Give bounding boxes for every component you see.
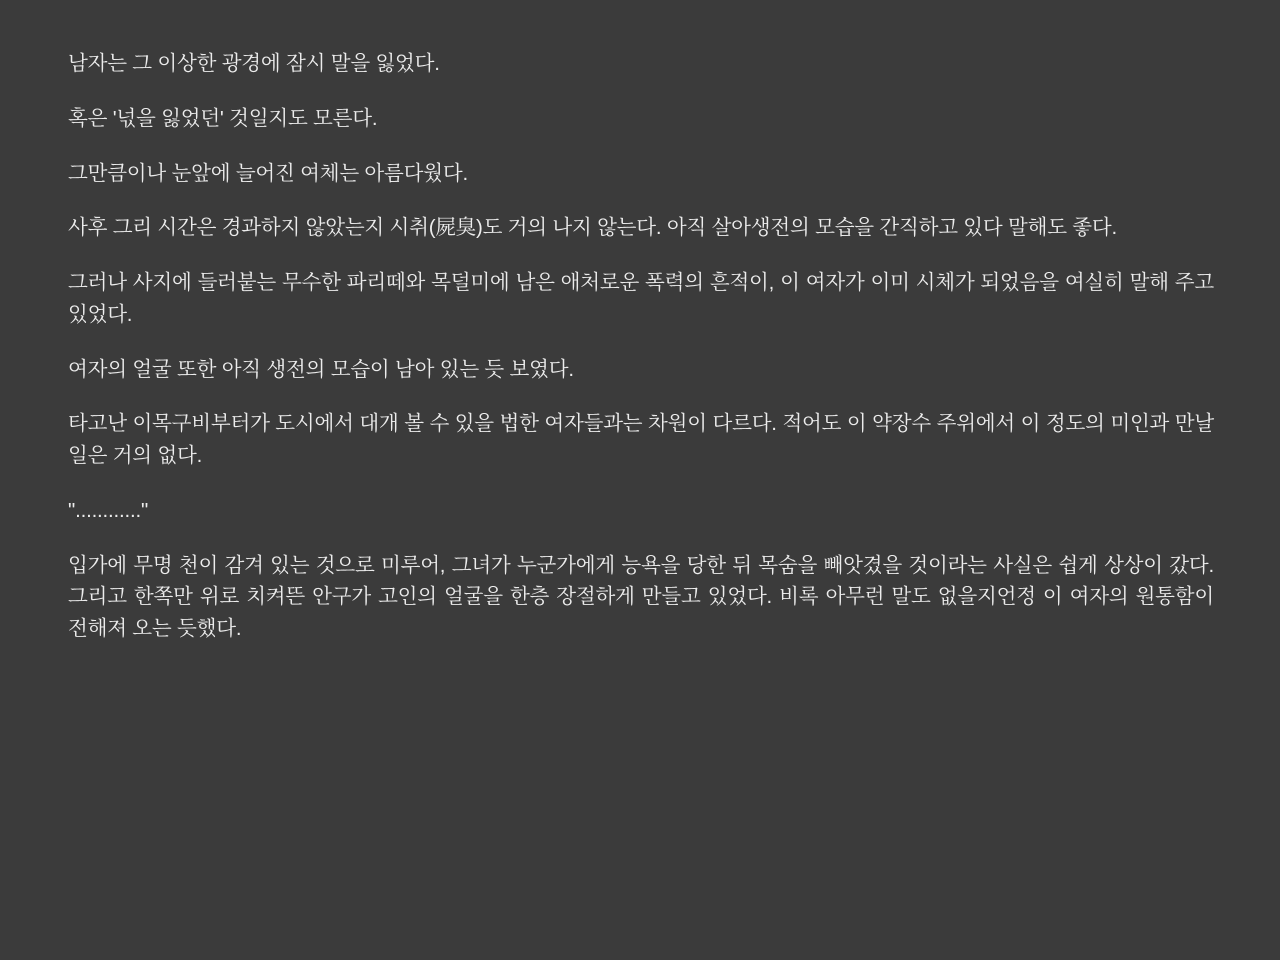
paragraph: 그만큼이나 눈앞에 늘어진 여체는 아름다웠다. xyxy=(68,161,468,185)
paragraph: 그러나 사지에 들러붙는 무수한 파리떼와 목덜미에 남은 애처로운 폭력의 흔적이, 이 여자가 이미 시체가 되었음을 여실히 말해 주고 있었다. xyxy=(68,271,1214,326)
paragraph: 입가에 무명 천이 감겨 있는 것으로 미루어, 그녀가 누군가에게 능욕을 당한 뒤 목숨을 빼앗겼을 것이라는 사실은 쉽게 상상이 갔다. 그리고 한쪽만 위로 치켜뜬 안구가 고인의 얼굴을 한층 장절하게 만들고 있었다. 비록 아무런 말도 없을지언정 이 여자의 원통함이 전해져 오는 듯했다. xyxy=(68,553,1214,641)
paragraph: 타고난 이목구비부터가 도시에서 대개 볼 수 있을 법한 여자들과는 차원이 다르다. 적어도 이 약장수 주위에서 이 정도의 미인과 만날 일은 거의 없다. xyxy=(68,412,1214,468)
paragraph: 사후 그리 시간은 경과하지 않았는지 시취(屍臭)도 거의 나지 않는다. 아직 살아생전의 모습을 간직하고 있다 말해도 좋다. xyxy=(68,216,1118,240)
text-body xyxy=(68,48,1214,645)
paragraph: 남자는 그 이상한 광경에 잠시 말을 잃었다. xyxy=(68,52,440,75)
paragraph: "............" xyxy=(68,498,149,522)
paragraph: 여자의 얼굴 또한 아직 생전의 모습이 남아 있는 듯 보였다. xyxy=(68,357,574,381)
paragraph: 혹은 '넋을 잃었던' 것일지도 모른다. xyxy=(68,106,378,130)
